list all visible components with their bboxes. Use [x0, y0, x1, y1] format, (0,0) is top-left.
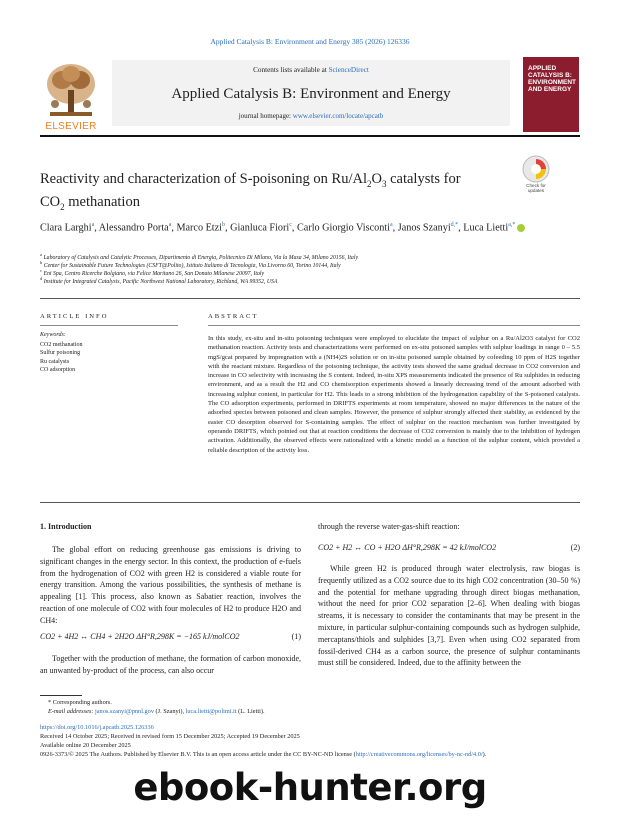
author-affiliation-mark[interactable]: c: [289, 222, 292, 228]
check-for-updates-icon[interactable]: [521, 154, 551, 184]
intro-paragraph-2: Together with the production of methane, the formation of carbon monoxide, an unwanted by-product of the process, can also occur: [40, 654, 301, 675]
affiliation-d: $^d$ Institute for Integrated Catalysis, Pacific Northwest National Laboratory, Richland, WA 99352, USA: [40, 276, 278, 285]
abstract-rule: [208, 325, 580, 326]
author-list: Clara Larghi$^a$, Alessandro Porta$^a$, Marco Etzi$^b$, Gianluca Fiori$^c$, Carlo Giorgio Visconti$^a$, Janos Szanyi$^{d,*}$, Luca Lietti$^{a,*}$: [40, 217, 540, 236]
abstract-heading: ABSTRACT: [208, 313, 259, 320]
keywords-list: [40, 341, 83, 374]
homepage-link[interactable]: www.elsevier.com/locate/apcatb: [292, 112, 384, 120]
email-line: E-mail addresses: janos.szanyi@pnnl.gov (J. Szanyi), luca.lietti@polimi.it (L. Lietti).: [48, 708, 265, 715]
author-name[interactable]: Alessandro Porta: [98, 222, 169, 234]
author-name[interactable]: Janos Szanyi: [397, 222, 451, 234]
doi-link[interactable]: https://doi.org/10.1016/j.apcatb.2025.126336: [40, 724, 154, 731]
author-name[interactable]: Marco Etzi: [176, 222, 222, 234]
cover-text-line: CATALYSIS B:: [528, 72, 572, 79]
orcid-icon[interactable]: [517, 224, 525, 232]
cover-text-line: AND ENERGY: [528, 86, 572, 93]
contents-line: [112, 66, 510, 74]
article-title: Reactivity and characterization of S-poisoning on $Ru/Al_2O_3$ catalysts for $CO_2$ methanation: [40, 171, 461, 212]
check-for-updates-label: Check for updates: [526, 183, 546, 193]
received-dates: Received 14 October 2025; Received in revised form 15 December 2025; Accepted 19 December 2025: [40, 733, 300, 740]
homepage-prefix: journal homepage:: [238, 112, 293, 120]
equation-2: CO2 + H2 ↔ CO + H2O ΔH°R,298K = 42 kJ/molCO2 (2): [318, 543, 580, 552]
sciencedirect-link[interactable]: ScienceDirect: [328, 66, 369, 74]
journal-homepage-line: [112, 112, 510, 120]
author-affiliation-mark[interactable]: a: [91, 222, 95, 228]
available-online: Available online 20 December 2025: [40, 742, 131, 749]
watermark-text: ebook-hunter.org: [133, 766, 487, 809]
equation-1: CO2 + 4H2 ↔ CH4 + 2H2O ΔH°R,298K = −165 kJ/molCO2 (1): [40, 632, 301, 641]
cover-text-line: ENVIRONMENT: [528, 79, 577, 86]
intro-paragraph-3: While green H2 is produced through water electrolysis, raw biogas is frequently utilized as a CO2 source due to its high CO2 concentration (30–50 %) and the potential for methane upgrading through direct biogas methanation, without the need for prior CO2 separation [2–6]. When dealing with biogas streams, it is necessary to consider the contaminants that may be present in the mixture, in particular sulphur-containing compounds such as hydrogen sulphide, mercaptans/thiols and sulphides [3,7]. Even when using CO2 separated from fossil-derived CH4 as a carbon source, the presence of sulphur contaminants must still be considered. Indeed, due to the affinity between the: [318, 564, 580, 668]
license-link[interactable]: http://creativecommons.org/licenses/by-nc-nd/4.0/: [355, 751, 483, 758]
header-rule: [40, 135, 580, 137]
journal-title: Applied Catalysis B: Environment and Energy: [171, 86, 451, 102]
journal-reference[interactable]: Applied Catalysis B: Environment and Energy 385 (2026) 126336: [210, 37, 410, 46]
license-line: 0926-3373/© 2025 The Authors. Published by Elsevier B.V. This is an open access article under the CC BY-NC-ND license (http://creativecommons.org/licenses/by-nc-nd/4.0/).: [40, 751, 487, 758]
intro-paragraph-1: The global effort on reducing greenhouse gas emissions is driving to significant changes in the energy sector. In this context, the production of e-fuels from the hydrogenation of CO2 with green H2 is considered a viable route for energy transition. Among the various possibilities, the synthesis of methane is appealing [1]. This process, also known as Sabatier reaction, involves the reaction of one molecule of CO2 with four molecules of H2 to produce H2O and CH4:: [40, 545, 301, 625]
keywords-label: Keywords:: [40, 332, 66, 338]
abstract-text: In this study, ex-situ and in-situ poisoning techniques were employed to elucidate the impact of sulphur on a Ru/Al2O3 catalyst for CO2 methanation reaction. Activity tests and characterizations were performed on ex-situ poisoned samples with sulphur loadings in range 0 – 5.5 mgS/gcat prepared by impregnation with a (NH4)2S solution or on in-situ poisoned sample obtained by cofeeding 10 ppm of H2S together with the reactant mixture. Regardless of the poisoning technique, the activity tests showed the same gradual decrease in CO2 conversion and increase in CO selectivity with increasing the S content. Indeed, in-situ XPS measurements indicated the presence of Ru sulphides in reducing environment, and as a result the H2 and CO chemisorption experiments showed a linearly decreasing trend of the amount adsorbed with increasing sulphur content, in particular for H2. This leads to a strong inhibition of the hydrogenation capability of the S-poisoned catalysts. The CO adsorption experiments, performed in DRIFTS experiments at room temperature, showed no major differences in the nature of the adsorbed species between poisoned and clean samples. However, the presence of sulphur strongly affected their stability, as evidenced by the easier CO desorption observed for S-containing samples. The effect of sulphur on the reaction mechanism was further investigated by operando DRIFTS, which pointed out that at reaction conditions the decrease of CO2 conversion is mainly due to the inhibition of hydrogen activation. Additionally, the observed effects were rationalized with a kinetic model as a function of the sulphur content, which provided a reliable description of the activity loss.: [208, 335, 580, 454]
keyword: CO adsorption: [40, 366, 76, 373]
email-link[interactable]: luca.lietti@polimi.it: [185, 708, 237, 715]
author-name[interactable]: Carlo Giorgio Visconti: [297, 222, 390, 234]
affiliation-c: $^c$ Eni Spa, Centro Ricerche Bolgiano, via Felice Maritano 26, San Donato Milanese 20097, Italy: [40, 268, 265, 277]
author-name[interactable]: Luca Lietti: [463, 222, 509, 234]
keyword: Sulfur poisoning: [40, 350, 81, 357]
article-info-heading: ARTICLE INFO: [40, 313, 109, 320]
intro-heading: 1. Introduction: [40, 522, 92, 531]
author-affiliation-mark[interactable]: d,*: [450, 222, 459, 228]
author-affiliation-mark[interactable]: b: [222, 222, 225, 228]
author-name[interactable]: Clara Larghi: [40, 222, 92, 234]
elsevier-tree-logo: [40, 60, 102, 120]
journal-cover-thumbnail[interactable]: [523, 57, 579, 132]
corresponding-note: * Corresponding authors.: [48, 699, 112, 706]
footnote-rule: [40, 695, 82, 696]
contents-prefix: Contents lists available at: [253, 66, 329, 74]
author-affiliation-mark[interactable]: a,*: [508, 222, 516, 228]
section-rule: [40, 502, 580, 503]
author-affiliation-mark[interactable]: a: [168, 222, 172, 228]
keyword: Ru catalysts: [40, 358, 70, 365]
section-rule: [40, 298, 580, 299]
author-name[interactable]: Gianluca Fiori: [230, 222, 290, 234]
keyword: CO2 methanation: [40, 342, 83, 348]
publisher-name: ELSEVIER: [45, 121, 97, 132]
affiliation-b: $^b$ Center for Sustainable Future Technologies (CSFT@Polito), Istituto Italiano di Tecnologia, Via Livorno 60, Torino 10144, Italy: [40, 260, 341, 269]
keywords-rule: [40, 325, 178, 326]
cover-text-line: APPLIED: [528, 65, 557, 72]
affiliation-a: $^a$ Laboratory of Catalysis and Catalytic Processes, Dipartimento di Energia, Politecnico Di Milano, Via la Masa 34, Milano 20156, Italy: [40, 252, 359, 261]
author-affiliation-mark[interactable]: a: [389, 222, 393, 228]
email-link[interactable]: janos.szanyi@pnnl.gov: [95, 708, 154, 715]
intro-right-line: through the reverse water-gas-shift reaction:: [318, 522, 460, 531]
